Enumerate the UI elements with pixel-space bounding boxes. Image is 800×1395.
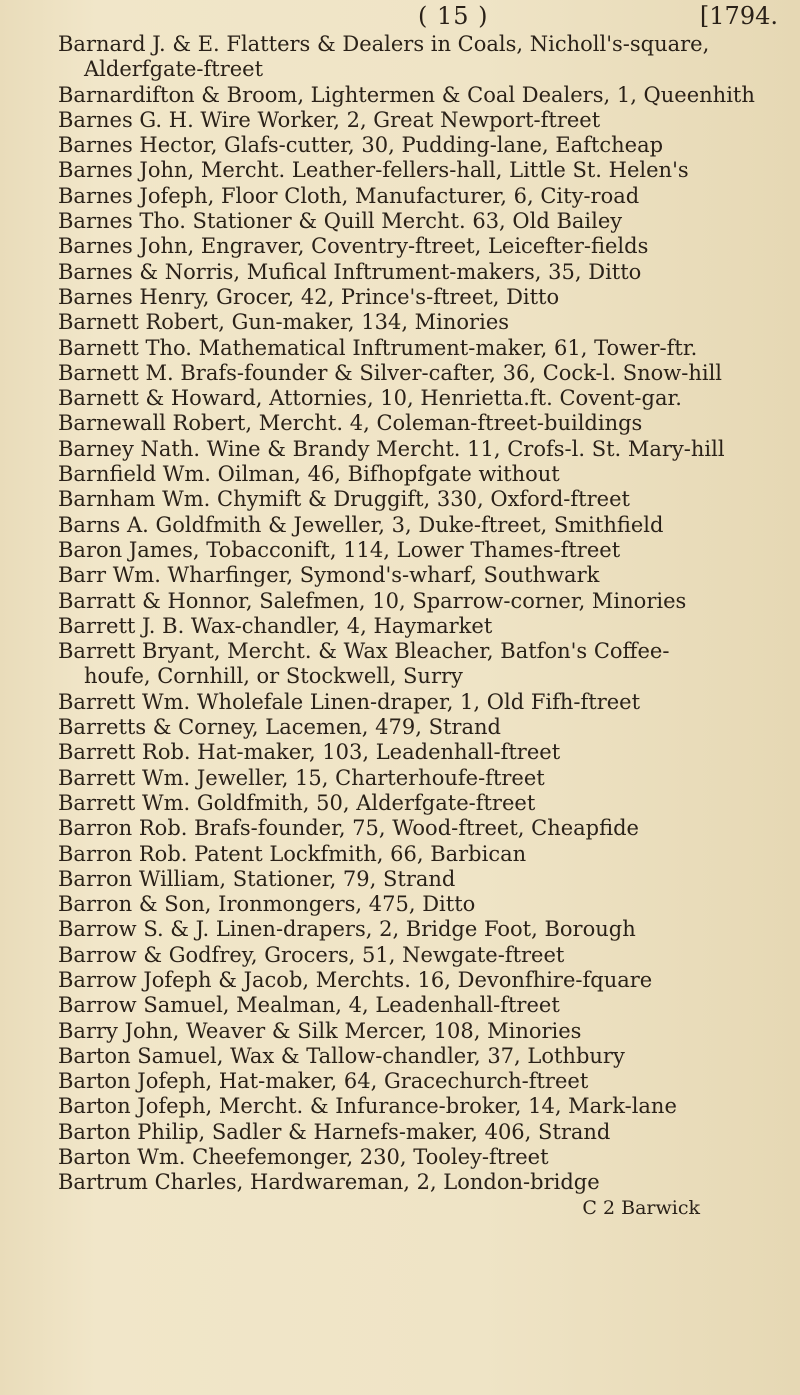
directory-entry: Barnett Robert, Gun-maker, 134, Minories <box>58 310 510 335</box>
directory-entry: Barry John, Weaver & Silk Mercer, 108, Minories <box>58 1018 582 1043</box>
directory-entry: Barr Wm. Wharfinger, Symond's-wharf, Southwark <box>58 563 600 588</box>
directory-entry: Barnes Tho. Stationer & Quill Mercht. 63, Old Bailey <box>58 209 623 234</box>
directory-entry: Barretts & Corney, Lacemen, 479, Strand <box>58 715 501 740</box>
directory-entry: Barnes & Norris, Mufical Inftrument-makers, 35, Ditto <box>58 259 642 284</box>
directory-entry: Barratt & Honnor, Salefmen, 10, Sparrow-corner, Minories <box>58 588 687 613</box>
directory-entries <box>58 32 800 1221</box>
directory-entry: Barnes Jofeph, Floor Cloth, Manufacturer, 6, City-road <box>58 183 640 208</box>
directory-entry: Barrett Wm. Goldfmith, 50, Alderfgate-ftreet <box>58 790 536 815</box>
directory-entry: Barnewall Robert, Mercht. 4, Coleman-ftreet-buildings <box>58 411 643 436</box>
directory-entry: Barrett Bryant, Mercht. & Wax Bleacher, Batfon's Coffee- <box>58 639 670 664</box>
directory-entry: Barron William, Stationer, 79, Strand <box>58 866 456 891</box>
directory-entry: Barnfield Wm. Oilman, 46, Bifhopfgate without <box>58 462 560 487</box>
directory-entry: Barrow S. & J. Linen-drapers, 2, Bridge Foot, Borough <box>58 917 636 942</box>
directory-entry: Barnett & Howard, Attornies, 10, Henrietta.ft. Covent-gar. <box>58 386 682 411</box>
directory-entry: Barrett Wm. Jeweller, 15, Charterhoufe-ftreet <box>58 765 545 790</box>
directory-entry: Barnham Wm. Chymift & Druggift, 330, Oxford-ftreet <box>58 487 630 512</box>
directory-entry: Barns A. Goldfmith & Jeweller, 3, Duke-ftreet, Smithfield <box>58 512 664 537</box>
directory-entry: Barrow Samuel, Mealman, 4, Leadenhall-ftreet <box>58 993 560 1018</box>
directory-entry: Barton Jofeph, Hat-maker, 64, Gracechurch-ftreet <box>58 1069 589 1094</box>
directory-entry: Barton Philip, Sadler & Harnefs-maker, 406, Strand <box>58 1119 611 1144</box>
directory-entry: Barnes Henry, Grocer, 42, Prince's-ftreet, Ditto <box>58 284 560 309</box>
page-year: [1794. <box>699 2 778 30</box>
directory-entry: Baron James, Tobacconift, 114, Lower Thames-ftreet <box>58 537 621 562</box>
directory-entry: Barron Rob. Brafs-founder, 75, Wood-ftreet, Cheapfide <box>58 816 639 841</box>
directory-entry: Barnes G. H. Wire Worker, 2, Great Newport-ftreet <box>58 107 601 132</box>
directory-entry: Barrett Wm. Wholefale Linen-draper, 1, Old Fifh-ftreet <box>58 689 641 714</box>
directory-entry: Barrett J. B. Wax-chandler, 4, Haymarket <box>58 613 493 638</box>
directory-entry: Barnes Hector, Glafs-cutter, 30, Pudding-lane, Eaftcheap <box>58 133 664 158</box>
directory-entry: Barrett Rob. Hat-maker, 103, Leadenhall-ftreet <box>58 740 561 765</box>
directory-entry: Barrow Jofeph & Jacob, Merchts. 16, Devonfhire-fquare <box>58 967 653 992</box>
signature-catchword: C 2 Barwick <box>582 1196 700 1219</box>
directory-entry: Barnett M. Brafs-founder & Silver-cafter, 36, Cock-l. Snow-hill <box>58 360 723 385</box>
directory-entry: Barnes John, Engraver, Coventry-ftreet, Leicefter-fields <box>58 234 649 259</box>
directory-entry-continuation: Alderfgate-ftreet <box>84 57 264 82</box>
directory-entry: Barton Samuel, Wax & Tallow-chandler, 37, Lothbury <box>58 1043 625 1068</box>
page-header <box>58 0 800 32</box>
directory-entry: Barrow & Godfrey, Grocers, 51, Newgate-ftreet <box>58 942 565 967</box>
directory-entry: Barnett Tho. Mathematical Inftrument-maker, 61, Tower-ftr. <box>58 335 698 360</box>
page-number: ( 15 ) <box>418 2 489 30</box>
directory-entry: Barton Wm. Cheefemonger, 230, Tooley-ftreet <box>58 1145 549 1170</box>
directory-entry: Barton Jofeph, Mercht. & Infurance-broker, 14, Mark-lane <box>58 1094 677 1119</box>
directory-entry-continuation: houfe, Cornhill, or Stockwell, Surry <box>84 664 463 689</box>
directory-entry: Barron Rob. Patent Lockfmith, 66, Barbican <box>58 841 527 866</box>
directory-entry: Barney Nath. Wine & Brandy Mercht. 11, Crofs-l. St. Mary-hill <box>58 436 725 461</box>
directory-entry: Barnard J. & E. Flatters & Dealers in Coals, Nicholl's-square, <box>58 32 710 56</box>
directory-entry: Bartrum Charles, Hardwareman, 2, London-bridge <box>58 1170 600 1195</box>
directory-entry: Barnes John, Mercht. Leather-fellers-hall, Little St. Helen's <box>58 158 689 183</box>
directory-entry: Barron & Son, Ironmongers, 475, Ditto <box>58 892 476 917</box>
directory-entry: Barnardifton & Broom, Lightermen & Coal Dealers, 1, Queenhith <box>58 82 755 107</box>
